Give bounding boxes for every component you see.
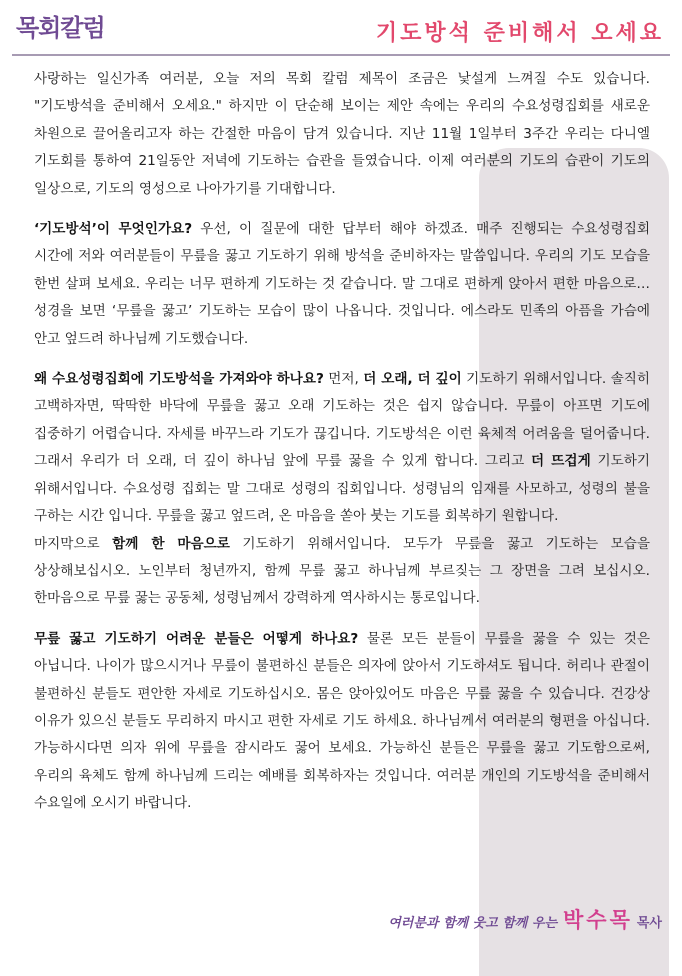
emphasis-text: 더 뜨겁게 [531,453,591,470]
question-heading: ‘기도방석’이 무엇인가요? [34,221,193,238]
author-honorific: 목사 [636,916,662,931]
author-signature [388,904,662,934]
paragraph-text: 마지막으로 [34,535,113,552]
paragraph-together [34,531,650,613]
paragraph-why-bring [34,366,650,530]
question-heading: 왜 수요성령집회에 기도방석을 가져와야 하나요? [34,371,324,388]
signature-motto: 여러분과 함께 웃고 함께 우는 [388,916,558,931]
author-name: 박수목 [563,908,633,932]
column-title: 기도방석 준비해서 오세요 [375,21,664,46]
paragraph-text: 기도하기 위해서입니다. 솔직히 고백하자면, 딱딱한 바닥에 무릎을 꿇고 오래 기도하는 것은 쉽지 않습니다. 무릎이 아프면 기도에 집중하기 어렵습니다. 자세를 바꾸느라 기도가 끊깁니다. 기도방석은 이런 육체적 어려움을 덜어줍니다. 그래서 우리가 더 오래, 더 깊이 하나님 앞에 무릎 꿇을 수 있게 합니다. 그리고 [34,371,651,470]
section-label: 목회칼럼 [16,14,105,42]
paragraph-text: 먼저, [323,371,364,388]
emphasis-text: 함께 한 마음으로 [112,535,230,552]
paragraph-text: 기도하기 위해서입니다. 모두가 무릎을 꿇고 기도하는 모습을 상상해보십시오. 노인부터 청년까지, 함께 무릎 꿇고 하나님께 부르짖는 그 장면을 그려 보십시오. 한마음으로 무릎 꿇는 공동체, 성령님께서 강력하게 역사하시는 통로입니다. [34,535,650,607]
header-divider [12,54,670,56]
paragraph-text: 기도하기 위해서입니다. 수요성령 집회는 말 그대로 성령의 집회입니다. 성령님의 임재를 사모하고, 성령의 불을 구하는 시간 입니다. 무릎을 꿇고 엎드려, 온 마음을 쏟아 붓는 기도를 회복하기 원합니다. [34,453,650,525]
paragraph-intro: 사랑하는 일신가족 여러분, 오늘 저의 목회 칼럼 제목이 조금은 낯설게 느껴질 수도 있습니다. "기도방석을 준비해서 오세요." 하지만 이 단순해 보이는 제안 속에는 우리의 수요성령집회를 새로운 차원으로 끌어올리고자 하는 간절한 마음이 담겨 있습니다. 지난 11월 1일부터 3주간 우리는 다니엘 기도회를 통하여 21일동안 저녁에 기도하는 습관을 들였습니다. 이제 여러분의 기도의 습관이 기도의 일상으로, 기도의 영성으로 나아가기를 기대합니다. [34,71,650,197]
question-heading: 무릎 꿇고 기도하기 어려운 분들은 어떻게 하나요? [34,630,359,647]
emphasis-text: 더 오래, 더 깊이 [363,371,462,388]
paragraph-difficulty [34,626,650,818]
paragraph-text: 우선, 이 질문에 대한 답부터 해야 하겠죠. 매주 진행되는 수요성령집회 시간에 저와 여러분들이 무릎을 꿇고 기도하기 위해 방석을 준비하자는 말씀입니다. 우리의 기도 모습을 한번 살펴 보세요. 우리는 너무 편하게 기도하는 것 같습니다. 말 그대로 편하게 앉아서 편한 마음으로… 성경을 보면 ‘무릎을 꿇고’ 기도하는 모습이 많이 나옵니다. 것입니다. 에스라도 민족의 아픔을 가슴에 안고 엎드려 하나님께 기도했습니다. [34,221,650,347]
paragraph-what-is-cushion [34,216,650,353]
paragraph-text: 물론 모든 분들이 무릎을 꿇을 수 있는 것은 아닙니다. 나이가 많으시거나 무릎이 불편하신 분들은 의자에 앉아서 기도하셔도 됩니다. 허리나 관절이 불편하신 분들도 편안한 자세로 기도하십시오. 몸은 앉아있어도 마음은 무릎 꿇을 수 있습니다. 건강상 이유가 있으신 분들도 무리하지 마시고 편한 자세로 기도 하세요. 하나님께서 여러분의 형편을 아십니다. 가능하시다면 의자 위에 무릎을 잠시라도 꿇어 보세요. 가능하신 분들은 무릎을 꿇고 기도함으로써, 우리의 육체도 함께 하나님께 드리는 예배를 회복하자는 것입니다. 여러분 개인의 기도방석을 준비해서 수요일에 오시기 바랍니다. [34,630,651,812]
article-body [34,66,650,818]
